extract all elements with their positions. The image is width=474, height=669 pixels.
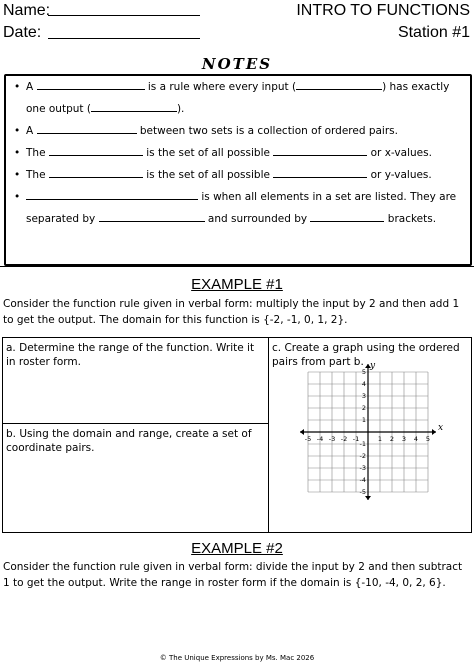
y-tick-label: 3 [361, 392, 366, 400]
station-label: Station #1 [397, 24, 470, 41]
notes-title: NOTES [201, 55, 273, 73]
notes-item-relation: • A between two sets is a collection of ordered pairs. [14, 120, 464, 142]
x-tick-label: 5 [425, 435, 431, 443]
blank-separator[interactable] [99, 211, 205, 222]
blank-output[interactable] [91, 101, 177, 112]
x-tick-label: -3 [328, 435, 336, 443]
y-tick-label: 4 [361, 380, 366, 388]
example1-title: EXAMPLE #1 [191, 276, 283, 293]
y-arrow-down-icon [365, 496, 371, 500]
y-tick-label: 2 [361, 404, 366, 412]
part-a-text: a. Determine the range of the function. Write it in roster form. [6, 342, 255, 368]
example2-title: EXAMPLE #2 [191, 540, 283, 557]
x-tick-label: -1 [352, 435, 360, 443]
y-tick-label: 5 [361, 368, 366, 376]
x-tick-label: -4 [316, 435, 324, 443]
x-tick-label: -2 [340, 435, 348, 443]
footer-copyright: © The Unique Expressions by Ms. Mac 2026 [159, 654, 315, 662]
part-b-text: b. Using the domain and range, create a set of coordinate pairs. [6, 428, 252, 454]
workspace-divider-vertical [268, 337, 269, 533]
workspace-divider-horizontal [2, 423, 269, 424]
example1-prompt: Consider the function rule given in verbal form: multiply the input by 2 and then add 1 to get the output. The domain for this function is {-2, -1, 0, 1, 2}. [3, 298, 460, 326]
x-tick-label: 3 [401, 435, 407, 443]
y-tick-label: -3 [359, 464, 366, 472]
coordinate-grid[interactable] [300, 362, 450, 520]
notes-item-domain: • The is the set of all possible or x-values. [14, 142, 464, 164]
notes-item-range: • The is the set of all possible or y-values. [14, 164, 464, 186]
notes-item-function: • A is a rule where every input ( ) has exactly one output ( ). [14, 76, 464, 120]
x-tick-label: 2 [389, 435, 395, 443]
x-arrow-left-icon [300, 429, 304, 435]
blank-outputs[interactable] [273, 167, 367, 178]
y-tick-label: -1 [359, 440, 366, 448]
blank-inputs[interactable] [273, 145, 367, 156]
blank-relation[interactable] [37, 123, 137, 134]
blank-range[interactable] [49, 167, 143, 178]
x-tick-label: 1 [377, 435, 383, 443]
blank-input[interactable] [296, 79, 382, 90]
x-axis-label: x [438, 423, 444, 433]
x-arrow-right-icon [432, 429, 436, 435]
blank-roster-form[interactable] [26, 189, 198, 200]
name-label: Name: [3, 2, 51, 19]
y-tick-label: -4 [359, 476, 366, 484]
example2-prompt: Consider the function rule given in verbal form: divide the input by 2 and then subtract 1 to get the output. Write the range in roster form if the domain is {-10, -4, 0, 2, 6}. [3, 561, 463, 589]
date-label: Date: [3, 24, 42, 41]
notes-list [14, 76, 464, 230]
axes [300, 362, 443, 500]
name-field[interactable] [48, 15, 200, 16]
blank-domain[interactable] [49, 145, 143, 156]
y-tick-label: -5 [359, 488, 366, 496]
blank-function[interactable] [37, 79, 145, 90]
x-tick-label: -5 [304, 435, 312, 443]
divider [0, 266, 474, 267]
date-field[interactable] [48, 38, 200, 39]
y-axis-label: y [370, 362, 376, 371]
y-tick-label: 1 [361, 416, 366, 424]
page-title: INTRO TO FUNCTIONS [296, 2, 470, 19]
blank-bracket-type[interactable] [310, 211, 384, 222]
part-c-text: c. Create a graph using the ordered pairs from part b. [272, 342, 460, 368]
y-tick-label: -2 [359, 452, 366, 460]
notes-item-roster: • is when all elements in a set are listed. They are separated by and surrounded by brackets. [14, 186, 464, 230]
x-tick-label: 4 [413, 435, 419, 443]
